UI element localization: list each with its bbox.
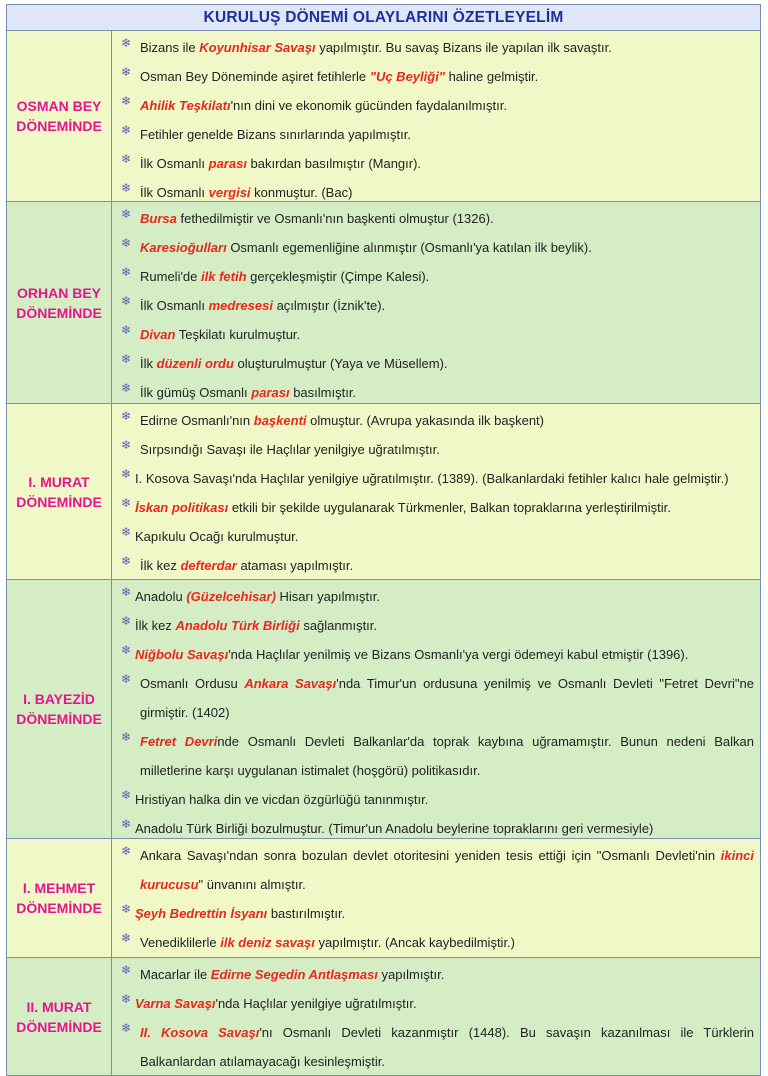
snowflake-icon: ❄ — [121, 352, 132, 366]
snowflake-icon: ❄ — [121, 152, 132, 166]
period-section — [7, 958, 760, 1075]
event-text: olmuştur. (Avrupa yakasında ilk başkent) — [306, 413, 545, 428]
event-text: Ankara Savaşı'ndan sonra bozulan devlet otoritesini yeniden tesis ettiği için "Osmanlı Devleti'nin — [140, 848, 721, 863]
highlighted-term: İskan politikası — [135, 500, 229, 515]
event-text: 'nda Haçlılar yenilmiş ve Bizans Osmanlı'ya vergi ödemeyi kabul etmiştir (1396). — [228, 647, 689, 662]
event-item — [118, 262, 754, 291]
highlighted-term: Niğbolu Savaşı — [135, 647, 229, 662]
highlighted-term: Koyunhisar Savaşı — [199, 40, 316, 55]
event-item — [118, 899, 754, 928]
event-item — [118, 960, 754, 989]
event-item — [118, 464, 754, 493]
highlighted-term: başkenti — [253, 413, 307, 428]
event-item — [118, 291, 754, 320]
highlighted-term: Karesioğulları — [140, 240, 227, 255]
summary-table — [6, 4, 761, 1076]
period-section — [7, 202, 760, 404]
event-item — [118, 320, 754, 349]
event-text: 'nda Timur'un ordusuna yenilmiş ve Osmanlı Devleti "Fetret Devri"ne girmiştir. (1402) — [140, 676, 754, 720]
highlighted-term: Anadolu Türk Birliği — [175, 618, 300, 633]
period-label-line: DÖNEMİNDE — [16, 493, 102, 510]
event-list — [112, 404, 760, 579]
event-item — [118, 349, 754, 378]
snowflake-icon: ❄ — [121, 672, 132, 686]
event-text: 'nın dini ve ekonomik gücünden faydalanılmıştır. — [230, 98, 507, 113]
event-text: Kapıkulu Ocağı kurulmuştur. — [135, 529, 299, 544]
event-item — [118, 178, 754, 207]
event-text: Osmanlı Ordusu — [140, 676, 245, 691]
event-text: Bizans ile — [140, 40, 200, 55]
event-list — [112, 580, 760, 838]
snowflake-icon: ❄ — [121, 181, 132, 195]
snowflake-icon: ❄ — [121, 643, 132, 657]
event-item — [118, 435, 754, 464]
snowflake-icon: ❄ — [121, 65, 132, 79]
snowflake-icon: ❄ — [121, 931, 132, 945]
event-text: 'nı Osmanlı Devleti kazanmıştır (1448). Bu savaşın kazanılması ile Türklerin Balkanlardan atılamayacağı kesinleşmiştir. — [140, 1025, 754, 1069]
event-text: Anadolu Türk Birliği bozulmuştur. (Timur'un Anadolu beylerine topraklarını geri vermesiyle) — [135, 821, 654, 836]
period-section — [7, 404, 760, 580]
event-text: İlk Osmanlı — [140, 298, 209, 313]
event-text: fethedilmiştir ve Osmanlı'nın başkenti olmuştur (1326). — [176, 211, 494, 226]
event-item — [118, 727, 754, 785]
period-label-line: I. MURAT — [28, 473, 90, 490]
event-list — [112, 202, 760, 403]
event-item — [118, 91, 754, 120]
event-text: Anadolu — [135, 589, 187, 604]
snowflake-icon: ❄ — [121, 294, 132, 308]
period-label-line: II. MURAT — [26, 998, 92, 1015]
event-text: İlk — [140, 356, 157, 371]
snowflake-icon: ❄ — [121, 496, 132, 510]
snowflake-icon: ❄ — [121, 207, 132, 221]
event-text: bastırılmıştır. — [267, 906, 346, 921]
snowflake-icon: ❄ — [121, 265, 132, 279]
event-text: Osman Bey Döneminde aşiret fetihlerle — [140, 69, 370, 84]
highlighted-term: "Uç Beyliği" — [369, 69, 445, 84]
snowflake-icon: ❄ — [121, 438, 132, 452]
period-section — [7, 31, 760, 202]
event-item — [118, 989, 754, 1018]
table-title: KURULUŞ DÖNEMİ OLAYLARINI ÖZETLEYELİM — [7, 5, 760, 31]
event-text: oluşturulmuştur (Yaya ve Müsellem). — [233, 356, 448, 371]
event-text: İlk gümüş Osmanlı — [140, 385, 252, 400]
period-label-line: DÖNEMİNDE — [16, 304, 102, 321]
event-item — [118, 1018, 754, 1076]
event-item — [118, 785, 754, 814]
period-label — [7, 958, 112, 1075]
snowflake-icon: ❄ — [121, 614, 132, 628]
period-label-line: DÖNEMİNDE — [16, 900, 102, 916]
event-item — [118, 841, 754, 899]
event-text: konmuştur. (Bac) — [250, 185, 353, 200]
event-item — [118, 233, 754, 262]
event-text: Osmanlı egemenliğine alınmıştır (Osmanlı'ya katılan ilk beylik). — [226, 240, 592, 255]
event-item — [118, 204, 754, 233]
event-text: Hisarı yapılmıştır. — [275, 589, 380, 604]
event-text: İlk Osmanlı — [140, 156, 209, 171]
highlighted-term: Ahilik Teşkilatı — [140, 98, 231, 113]
event-text: yapılmıştır. Bu savaş Bizans ile yapılan ilk savaştır. — [315, 40, 612, 55]
snowflake-icon: ❄ — [121, 236, 132, 250]
event-text: Rumeli'de — [140, 269, 202, 284]
highlighted-term: Edirne Segedin Antlaşması — [210, 967, 378, 982]
highlighted-term: düzenli ordu — [156, 356, 234, 371]
event-text: açılmıştır (İznik'te). — [272, 298, 386, 313]
event-text: Macarlar ile — [140, 967, 211, 982]
period-label — [7, 580, 112, 838]
highlighted-term: Bursa — [140, 211, 177, 226]
snowflake-icon: ❄ — [121, 36, 132, 50]
event-text: etkili bir şekilde uygulanarak Türkmenler, Balkan topraklarına yerleştirilmiştir. — [228, 500, 671, 515]
event-item — [118, 378, 754, 407]
event-item — [118, 149, 754, 178]
event-text: Sırpsındığı Savaşı ile Haçlılar yenilgiye uğratılmıştır. — [140, 442, 440, 457]
event-text: Fetihler genelde Bizans sınırlarında yapılmıştır. — [140, 127, 411, 142]
highlighted-term: parası — [208, 156, 247, 171]
snowflake-icon: ❄ — [121, 902, 132, 916]
event-text: 'nda Haçlılar yenilgiye uğratılmıştır. — [215, 996, 417, 1011]
highlighted-term: vergisi — [208, 185, 251, 200]
event-item — [118, 640, 754, 669]
event-text: basılmıştır. — [289, 385, 357, 400]
snowflake-icon: ❄ — [121, 817, 132, 831]
event-text: " ünvanını almıştır. — [198, 877, 306, 892]
event-text: haline gelmiştir. — [444, 69, 539, 84]
event-text: İlk kez — [135, 618, 176, 633]
snowflake-icon: ❄ — [121, 525, 132, 539]
event-item — [118, 582, 754, 611]
highlighted-term: Varna Savaşı — [135, 996, 216, 1011]
highlighted-term: ilk fetih — [201, 269, 247, 284]
event-text: İlk kez — [140, 558, 181, 573]
period-label-line: ORHAN BEY — [16, 284, 101, 301]
event-item — [118, 522, 754, 551]
snowflake-icon: ❄ — [121, 788, 132, 802]
period-label — [7, 31, 112, 201]
event-item — [118, 611, 754, 640]
highlighted-term: Şeyh Bedrettin İsyanı — [135, 906, 268, 921]
event-text: gerçekleşmiştir (Çimpe Kalesi). — [246, 269, 430, 284]
event-list — [112, 958, 760, 1075]
highlighted-term: parası — [251, 385, 290, 400]
event-item — [118, 928, 754, 957]
snowflake-icon: ❄ — [121, 123, 132, 137]
event-item — [118, 62, 754, 91]
period-label-line: DÖNEMİNDE — [16, 118, 102, 134]
period-label-line: I. BAYEZİD — [23, 691, 95, 707]
snowflake-icon: ❄ — [121, 730, 132, 744]
period-label — [7, 202, 112, 403]
event-text: Teşkilatı kurulmuştur. — [175, 327, 301, 342]
snowflake-icon: ❄ — [121, 94, 132, 108]
period-label — [7, 839, 112, 957]
period-label-line: OSMAN BEY — [16, 98, 102, 114]
event-item — [118, 814, 754, 843]
highlighted-term: (Güzelcehisar) — [186, 589, 276, 604]
event-item — [118, 669, 754, 727]
snowflake-icon: ❄ — [121, 963, 132, 977]
highlighted-term: Divan — [140, 327, 176, 342]
event-text: bakırdan basılmıştır (Mangır). — [246, 156, 422, 171]
highlighted-term: defterdar — [180, 558, 237, 573]
event-text: yapılmıştır. — [377, 967, 445, 982]
event-text: İlk Osmanlı — [140, 185, 209, 200]
sections-container — [7, 31, 760, 1075]
highlighted-term: Ankara Savaşı — [244, 676, 337, 691]
snowflake-icon: ❄ — [121, 992, 132, 1006]
period-label-line: DÖNEMİNDE — [16, 711, 102, 727]
snowflake-icon: ❄ — [121, 844, 132, 858]
event-text: I. Kosova Savaşı'nda Haçlılar yenilgiye uğratılmıştır. (1389). (Balkanlardaki fetihler kalıcı hale gelmiştir.) — [135, 471, 729, 486]
event-item — [118, 406, 754, 435]
highlighted-term: ilk deniz savaşı — [220, 935, 315, 950]
event-text: sağlanmıştır. — [299, 618, 378, 633]
event-text: Edirne Osmanlı'nın — [140, 413, 254, 428]
snowflake-icon: ❄ — [121, 1021, 132, 1035]
event-item — [118, 120, 754, 149]
period-label — [7, 404, 112, 579]
event-item — [118, 493, 754, 522]
event-item — [118, 33, 754, 62]
event-text: Hristiyan halka din ve vicdan özgürlüğü tanınmıştır. — [135, 792, 429, 807]
snowflake-icon: ❄ — [121, 381, 132, 395]
snowflake-icon: ❄ — [121, 467, 132, 481]
highlighted-term: II. Kosova Savaşı — [140, 1025, 260, 1040]
highlighted-term: ikinci kurucusu — [140, 848, 754, 892]
period-section — [7, 839, 760, 958]
event-list — [112, 839, 760, 957]
period-label-line: I. MEHMET — [22, 880, 96, 896]
event-text: Venediklilerle — [140, 935, 221, 950]
event-text: nde Osmanlı Devleti Balkanlar'da toprak kaybına uğramamıştır. Bunun nedeni Balkan milletlerine karşı uygulanan istimalet (hoşgörü) politikasıdır. — [140, 734, 754, 778]
snowflake-icon: ❄ — [121, 585, 132, 599]
snowflake-icon: ❄ — [121, 554, 132, 568]
event-list — [112, 31, 760, 201]
highlighted-term: Fetret Devri — [140, 734, 218, 749]
period-section — [7, 580, 760, 839]
period-label-line: DÖNEMİNDE — [16, 1018, 102, 1035]
snowflake-icon: ❄ — [121, 409, 132, 423]
event-text: ataması yapılmıştır. — [236, 558, 354, 573]
snowflake-icon: ❄ — [121, 323, 132, 337]
highlighted-term: medresesi — [208, 298, 273, 313]
event-item — [118, 551, 754, 580]
event-text: yapılmıştır. (Ancak kaybedilmiştir.) — [314, 935, 516, 950]
